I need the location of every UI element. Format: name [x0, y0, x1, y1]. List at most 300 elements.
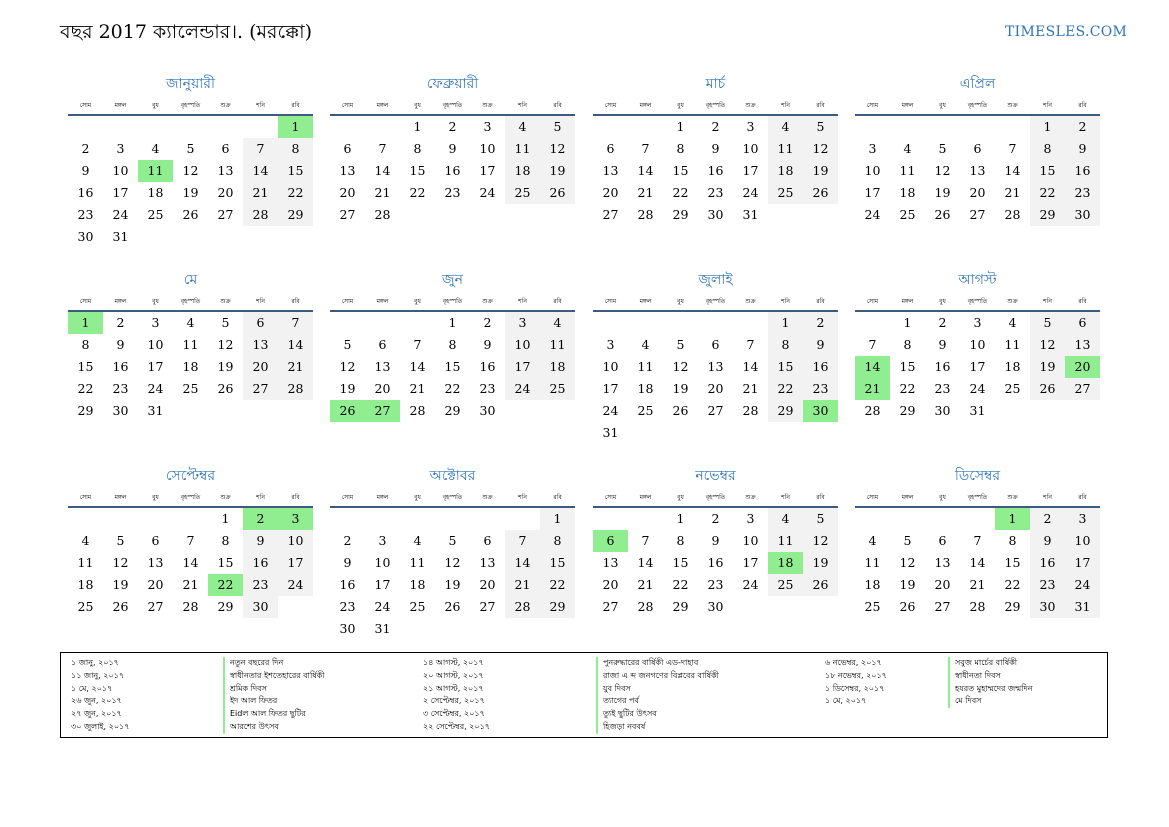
- day-cell[interactable]: 23: [444, 185, 461, 200]
- holiday-day-cell[interactable]: 1: [995, 508, 1030, 530]
- day-cell[interactable]: 24: [864, 207, 881, 222]
- day-cell[interactable]: 4: [641, 337, 650, 352]
- day-cell[interactable]: 18: [899, 185, 916, 200]
- day-cell[interactable]: 17: [1065, 552, 1100, 574]
- day-cell[interactable]: 15: [899, 359, 916, 374]
- day-cell[interactable]: 14: [1004, 163, 1021, 178]
- day-cell[interactable]: 26: [672, 403, 689, 418]
- day-cell[interactable]: 24: [505, 378, 540, 400]
- day-cell[interactable]: 28: [1004, 207, 1021, 222]
- day-cell[interactable]: 10: [505, 334, 540, 356]
- day-cell[interactable]: 15: [217, 555, 234, 570]
- day-cell[interactable]: 28: [243, 204, 278, 226]
- day-cell[interactable]: 19: [803, 160, 838, 182]
- day-cell[interactable]: 31: [742, 207, 759, 222]
- day-cell[interactable]: 30: [1030, 596, 1065, 618]
- day-cell[interactable]: 5: [903, 533, 912, 548]
- day-cell[interactable]: 4: [505, 116, 540, 138]
- day-cell[interactable]: 7: [746, 337, 755, 352]
- day-cell[interactable]: 2: [938, 315, 947, 330]
- day-cell[interactable]: 30: [934, 403, 951, 418]
- day-cell[interactable]: 6: [151, 533, 160, 548]
- day-cell[interactable]: 25: [768, 574, 803, 596]
- day-cell[interactable]: 27: [602, 599, 619, 614]
- day-cell[interactable]: 19: [899, 577, 916, 592]
- day-cell[interactable]: 13: [339, 163, 356, 178]
- day-cell[interactable]: 4: [903, 141, 912, 156]
- day-cell[interactable]: 11: [768, 138, 803, 160]
- day-cell[interactable]: 23: [339, 599, 356, 614]
- day-cell[interactable]: 20: [374, 381, 391, 396]
- day-cell[interactable]: 5: [186, 141, 195, 156]
- day-cell[interactable]: 25: [147, 207, 164, 222]
- day-cell[interactable]: 9: [711, 141, 720, 156]
- day-cell[interactable]: 31: [374, 621, 391, 636]
- holiday-day-cell[interactable]: 20: [1065, 356, 1100, 378]
- day-cell[interactable]: 6: [243, 312, 278, 334]
- day-cell[interactable]: 7: [378, 141, 387, 156]
- day-cell[interactable]: 30: [243, 596, 278, 618]
- day-cell[interactable]: 1: [413, 119, 422, 134]
- day-cell[interactable]: 25: [637, 403, 654, 418]
- day-cell[interactable]: 2: [1065, 116, 1100, 138]
- day-cell[interactable]: 19: [444, 577, 461, 592]
- day-cell[interactable]: 17: [742, 555, 759, 570]
- day-cell[interactable]: 6: [606, 141, 615, 156]
- holiday-day-cell[interactable]: 2: [243, 508, 278, 530]
- day-cell[interactable]: 20: [479, 577, 496, 592]
- day-cell[interactable]: 27: [1065, 378, 1100, 400]
- day-cell[interactable]: 3: [1065, 508, 1100, 530]
- day-cell[interactable]: 11: [864, 555, 881, 570]
- day-cell[interactable]: 2: [343, 533, 352, 548]
- day-cell[interactable]: 19: [339, 381, 356, 396]
- day-cell[interactable]: 7: [641, 141, 650, 156]
- day-cell[interactable]: 1: [676, 119, 685, 134]
- day-cell[interactable]: 7: [868, 337, 877, 352]
- day-cell[interactable]: 3: [116, 141, 125, 156]
- day-cell[interactable]: 13: [707, 359, 724, 374]
- day-cell[interactable]: 24: [374, 599, 391, 614]
- day-cell[interactable]: 14: [742, 359, 759, 374]
- day-cell[interactable]: 24: [479, 185, 496, 200]
- day-cell[interactable]: 9: [1030, 530, 1065, 552]
- day-cell[interactable]: 23: [1030, 574, 1065, 596]
- day-cell[interactable]: 15: [1030, 160, 1065, 182]
- day-cell[interactable]: 12: [182, 163, 199, 178]
- day-cell[interactable]: 21: [637, 577, 654, 592]
- day-cell[interactable]: 11: [637, 359, 654, 374]
- day-cell[interactable]: 29: [1030, 204, 1065, 226]
- day-cell[interactable]: 14: [409, 359, 426, 374]
- day-cell[interactable]: 25: [77, 599, 94, 614]
- day-cell[interactable]: 11: [768, 530, 803, 552]
- day-cell[interactable]: 19: [112, 577, 129, 592]
- day-cell[interactable]: 27: [707, 403, 724, 418]
- day-cell[interactable]: 21: [409, 381, 426, 396]
- day-cell[interactable]: 4: [1008, 315, 1017, 330]
- day-cell[interactable]: 27: [147, 599, 164, 614]
- day-cell[interactable]: 22: [540, 574, 575, 596]
- holiday-day-cell[interactable]: 22: [208, 574, 243, 596]
- day-cell[interactable]: 27: [969, 207, 986, 222]
- day-cell[interactable]: 10: [602, 359, 619, 374]
- day-cell[interactable]: 24: [278, 574, 313, 596]
- day-cell[interactable]: 13: [147, 555, 164, 570]
- day-cell[interactable]: 26: [444, 599, 461, 614]
- day-cell[interactable]: 14: [637, 163, 654, 178]
- day-cell[interactable]: 29: [444, 403, 461, 418]
- day-cell[interactable]: 11: [899, 163, 916, 178]
- day-cell[interactable]: 26: [217, 381, 234, 396]
- day-cell[interactable]: 14: [374, 163, 391, 178]
- day-cell[interactable]: 12: [540, 138, 575, 160]
- day-cell[interactable]: 28: [182, 599, 199, 614]
- day-cell[interactable]: 3: [483, 119, 492, 134]
- day-cell[interactable]: 10: [278, 530, 313, 552]
- day-cell[interactable]: 29: [540, 596, 575, 618]
- day-cell[interactable]: 23: [77, 207, 94, 222]
- day-cell[interactable]: 30: [707, 207, 724, 222]
- day-cell[interactable]: 8: [1008, 533, 1017, 548]
- day-cell[interactable]: 13: [479, 555, 496, 570]
- day-cell[interactable]: 28: [374, 207, 391, 222]
- day-cell[interactable]: 7: [243, 138, 278, 160]
- day-cell[interactable]: 3: [746, 119, 755, 134]
- day-cell[interactable]: 6: [378, 337, 387, 352]
- day-cell[interactable]: 5: [116, 533, 125, 548]
- day-cell[interactable]: 30: [112, 403, 129, 418]
- day-cell[interactable]: 19: [182, 185, 199, 200]
- day-cell[interactable]: 2: [711, 119, 720, 134]
- day-cell[interactable]: 25: [505, 182, 540, 204]
- day-cell[interactable]: 15: [672, 163, 689, 178]
- day-cell[interactable]: 8: [676, 533, 685, 548]
- day-cell[interactable]: 20: [602, 185, 619, 200]
- day-cell[interactable]: 29: [672, 207, 689, 222]
- day-cell[interactable]: 17: [374, 577, 391, 592]
- day-cell[interactable]: 23: [479, 381, 496, 396]
- day-cell[interactable]: 9: [81, 163, 90, 178]
- day-cell[interactable]: 8: [413, 141, 422, 156]
- day-cell[interactable]: 7: [413, 337, 422, 352]
- day-cell[interactable]: 16: [77, 185, 94, 200]
- day-cell[interactable]: 5: [1030, 312, 1065, 334]
- day-cell[interactable]: 7: [1008, 141, 1017, 156]
- day-cell[interactable]: 14: [969, 555, 986, 570]
- day-cell[interactable]: 29: [672, 599, 689, 614]
- day-cell[interactable]: 1: [540, 508, 575, 530]
- day-cell[interactable]: 28: [864, 403, 881, 418]
- day-cell[interactable]: 17: [742, 163, 759, 178]
- day-cell[interactable]: 17: [505, 356, 540, 378]
- day-cell[interactable]: 30: [1065, 204, 1100, 226]
- day-cell[interactable]: 3: [973, 315, 982, 330]
- day-cell[interactable]: 6: [221, 141, 230, 156]
- day-cell[interactable]: 9: [116, 337, 125, 352]
- day-cell[interactable]: 11: [182, 337, 199, 352]
- holiday-day-cell[interactable]: 3: [278, 508, 313, 530]
- day-cell[interactable]: 29: [899, 403, 916, 418]
- day-cell[interactable]: 29: [768, 400, 803, 422]
- day-cell[interactable]: 9: [343, 555, 352, 570]
- day-cell[interactable]: 13: [969, 163, 986, 178]
- day-cell[interactable]: 20: [243, 356, 278, 378]
- day-cell[interactable]: 17: [969, 359, 986, 374]
- day-cell[interactable]: 20: [217, 185, 234, 200]
- day-cell[interactable]: 15: [540, 552, 575, 574]
- day-cell[interactable]: 4: [81, 533, 90, 548]
- day-cell[interactable]: 12: [112, 555, 129, 570]
- day-cell[interactable]: 15: [77, 359, 94, 374]
- day-cell[interactable]: 21: [278, 356, 313, 378]
- day-cell[interactable]: 1: [221, 511, 230, 526]
- day-cell[interactable]: 28: [505, 596, 540, 618]
- holiday-day-cell[interactable]: 26: [330, 400, 365, 422]
- day-cell[interactable]: 1: [676, 511, 685, 526]
- day-cell[interactable]: 30: [77, 229, 94, 244]
- day-cell[interactable]: 25: [540, 378, 575, 400]
- day-cell[interactable]: 29: [1004, 599, 1021, 614]
- day-cell[interactable]: 25: [768, 182, 803, 204]
- day-cell[interactable]: 12: [339, 359, 356, 374]
- day-cell[interactable]: 19: [934, 185, 951, 200]
- day-cell[interactable]: 28: [969, 599, 986, 614]
- day-cell[interactable]: 3: [606, 337, 615, 352]
- holiday-day-cell[interactable]: 18: [768, 552, 803, 574]
- day-cell[interactable]: 10: [1065, 530, 1100, 552]
- holiday-day-cell[interactable]: 1: [278, 116, 313, 138]
- day-cell[interactable]: 13: [602, 555, 619, 570]
- day-cell[interactable]: 28: [637, 599, 654, 614]
- day-cell[interactable]: 31: [969, 403, 986, 418]
- day-cell[interactable]: 22: [768, 378, 803, 400]
- day-cell[interactable]: 6: [938, 533, 947, 548]
- day-cell[interactable]: 18: [637, 381, 654, 396]
- day-cell[interactable]: 22: [672, 185, 689, 200]
- holiday-day-cell[interactable]: 27: [365, 400, 400, 422]
- day-cell[interactable]: 28: [409, 403, 426, 418]
- day-cell[interactable]: 20: [707, 381, 724, 396]
- day-cell[interactable]: 16: [339, 577, 356, 592]
- day-cell[interactable]: 3: [868, 141, 877, 156]
- day-cell[interactable]: 5: [448, 533, 457, 548]
- day-cell[interactable]: 23: [934, 381, 951, 396]
- day-cell[interactable]: 17: [147, 359, 164, 374]
- day-cell[interactable]: 2: [448, 119, 457, 134]
- day-cell[interactable]: 4: [768, 508, 803, 530]
- day-cell[interactable]: 7: [278, 312, 313, 334]
- day-cell[interactable]: 24: [742, 185, 759, 200]
- day-cell[interactable]: 18: [768, 160, 803, 182]
- day-cell[interactable]: 16: [707, 555, 724, 570]
- day-cell[interactable]: 7: [641, 533, 650, 548]
- day-cell[interactable]: 26: [540, 182, 575, 204]
- day-cell[interactable]: 10: [112, 163, 129, 178]
- day-cell[interactable]: 6: [973, 141, 982, 156]
- day-cell[interactable]: 8: [540, 530, 575, 552]
- day-cell[interactable]: 9: [1065, 138, 1100, 160]
- day-cell[interactable]: 7: [973, 533, 982, 548]
- day-cell[interactable]: 12: [1030, 334, 1065, 356]
- day-cell[interactable]: 14: [637, 555, 654, 570]
- day-cell[interactable]: 12: [803, 138, 838, 160]
- holiday-day-cell[interactable]: 1: [68, 312, 103, 334]
- day-cell[interactable]: 10: [864, 163, 881, 178]
- day-cell[interactable]: 5: [803, 508, 838, 530]
- day-cell[interactable]: 17: [278, 552, 313, 574]
- day-cell[interactable]: 15: [444, 359, 461, 374]
- day-cell[interactable]: 31: [112, 229, 129, 244]
- day-cell[interactable]: 13: [1065, 334, 1100, 356]
- day-cell[interactable]: 2: [483, 315, 492, 330]
- day-cell[interactable]: 20: [602, 577, 619, 592]
- day-cell[interactable]: 31: [147, 403, 164, 418]
- day-cell[interactable]: 28: [637, 207, 654, 222]
- day-cell[interactable]: 4: [540, 312, 575, 334]
- day-cell[interactable]: 13: [602, 163, 619, 178]
- day-cell[interactable]: 27: [934, 599, 951, 614]
- day-cell[interactable]: 7: [505, 530, 540, 552]
- day-cell[interactable]: 28: [278, 378, 313, 400]
- day-cell[interactable]: 22: [409, 185, 426, 200]
- day-cell[interactable]: 20: [969, 185, 986, 200]
- day-cell[interactable]: 16: [707, 163, 724, 178]
- day-cell[interactable]: 8: [768, 334, 803, 356]
- day-cell[interactable]: 10: [147, 337, 164, 352]
- day-cell[interactable]: 20: [934, 577, 951, 592]
- day-cell[interactable]: 22: [278, 182, 313, 204]
- day-cell[interactable]: 8: [81, 337, 90, 352]
- day-cell[interactable]: 8: [676, 141, 685, 156]
- day-cell[interactable]: 4: [868, 533, 877, 548]
- day-cell[interactable]: 18: [540, 356, 575, 378]
- day-cell[interactable]: 11: [1004, 337, 1021, 352]
- day-cell[interactable]: 17: [112, 185, 129, 200]
- day-cell[interactable]: 2: [1030, 508, 1065, 530]
- day-cell[interactable]: 2: [116, 315, 125, 330]
- day-cell[interactable]: 15: [672, 555, 689, 570]
- day-cell[interactable]: 4: [151, 141, 160, 156]
- day-cell[interactable]: 26: [899, 599, 916, 614]
- day-cell[interactable]: 22: [77, 381, 94, 396]
- day-cell[interactable]: 7: [186, 533, 195, 548]
- day-cell[interactable]: 23: [112, 381, 129, 396]
- day-cell[interactable]: 4: [413, 533, 422, 548]
- day-cell[interactable]: 5: [938, 141, 947, 156]
- day-cell[interactable]: 29: [77, 403, 94, 418]
- day-cell[interactable]: 17: [602, 381, 619, 396]
- day-cell[interactable]: 27: [479, 599, 496, 614]
- day-cell[interactable]: 22: [444, 381, 461, 396]
- day-cell[interactable]: 14: [505, 552, 540, 574]
- day-cell[interactable]: 22: [1030, 182, 1065, 204]
- day-cell[interactable]: 23: [1065, 182, 1100, 204]
- day-cell[interactable]: 24: [969, 381, 986, 396]
- day-cell[interactable]: 15: [1004, 555, 1021, 570]
- day-cell[interactable]: 19: [1030, 356, 1065, 378]
- day-cell[interactable]: 18: [77, 577, 94, 592]
- day-cell[interactable]: 10: [742, 141, 759, 156]
- day-cell[interactable]: 21: [182, 577, 199, 592]
- day-cell[interactable]: 27: [217, 207, 234, 222]
- day-cell[interactable]: 19: [540, 160, 575, 182]
- day-cell[interactable]: 12: [934, 163, 951, 178]
- day-cell[interactable]: 2: [803, 312, 838, 334]
- day-cell[interactable]: 18: [409, 577, 426, 592]
- day-cell[interactable]: 12: [803, 530, 838, 552]
- day-cell[interactable]: 9: [483, 337, 492, 352]
- day-cell[interactable]: 22: [899, 381, 916, 396]
- day-cell[interactable]: 18: [1004, 359, 1021, 374]
- day-cell[interactable]: 5: [676, 337, 685, 352]
- day-cell[interactable]: 23: [243, 574, 278, 596]
- day-cell[interactable]: 24: [1065, 574, 1100, 596]
- day-cell[interactable]: 8: [903, 337, 912, 352]
- day-cell[interactable]: 11: [540, 334, 575, 356]
- day-cell[interactable]: 31: [1065, 596, 1100, 618]
- day-cell[interactable]: 24: [112, 207, 129, 222]
- day-cell[interactable]: 2: [81, 141, 90, 156]
- day-cell[interactable]: 18: [864, 577, 881, 592]
- day-cell[interactable]: 12: [444, 555, 461, 570]
- day-cell[interactable]: 16: [1065, 160, 1100, 182]
- day-cell[interactable]: 17: [479, 163, 496, 178]
- day-cell[interactable]: 19: [217, 359, 234, 374]
- holiday-day-cell[interactable]: 30: [803, 400, 838, 422]
- day-cell[interactable]: 18: [147, 185, 164, 200]
- day-cell[interactable]: 10: [479, 141, 496, 156]
- day-cell[interactable]: 30: [339, 621, 356, 636]
- day-cell[interactable]: 10: [969, 337, 986, 352]
- day-cell[interactable]: 6: [1065, 312, 1100, 334]
- day-cell[interactable]: 16: [444, 163, 461, 178]
- day-cell[interactable]: 3: [746, 511, 755, 526]
- day-cell[interactable]: 9: [711, 533, 720, 548]
- day-cell[interactable]: 4: [186, 315, 195, 330]
- day-cell[interactable]: 28: [742, 403, 759, 418]
- day-cell[interactable]: 26: [1030, 378, 1065, 400]
- day-cell[interactable]: 26: [803, 182, 838, 204]
- day-cell[interactable]: 16: [934, 359, 951, 374]
- day-cell[interactable]: 21: [505, 574, 540, 596]
- day-cell[interactable]: 9: [448, 141, 457, 156]
- day-cell[interactable]: 9: [938, 337, 947, 352]
- holiday-day-cell[interactable]: 11: [138, 160, 173, 182]
- day-cell[interactable]: 27: [602, 207, 619, 222]
- day-cell[interactable]: 22: [1004, 577, 1021, 592]
- day-cell[interactable]: 8: [1030, 138, 1065, 160]
- day-cell[interactable]: 23: [707, 185, 724, 200]
- day-cell[interactable]: 2: [711, 511, 720, 526]
- day-cell[interactable]: 30: [479, 403, 496, 418]
- holiday-day-cell[interactable]: 14: [855, 356, 890, 378]
- day-cell[interactable]: 6: [343, 141, 352, 156]
- day-cell[interactable]: 1: [448, 315, 457, 330]
- day-cell[interactable]: 13: [217, 163, 234, 178]
- day-cell[interactable]: 21: [1004, 185, 1021, 200]
- day-cell[interactable]: 1: [903, 315, 912, 330]
- day-cell[interactable]: 5: [343, 337, 352, 352]
- day-cell[interactable]: 23: [803, 378, 838, 400]
- day-cell[interactable]: 16: [112, 359, 129, 374]
- day-cell[interactable]: 19: [803, 552, 838, 574]
- day-cell[interactable]: 5: [221, 315, 230, 330]
- day-cell[interactable]: 3: [505, 312, 540, 334]
- day-cell[interactable]: 17: [864, 185, 881, 200]
- day-cell[interactable]: 20: [147, 577, 164, 592]
- day-cell[interactable]: 9: [803, 334, 838, 356]
